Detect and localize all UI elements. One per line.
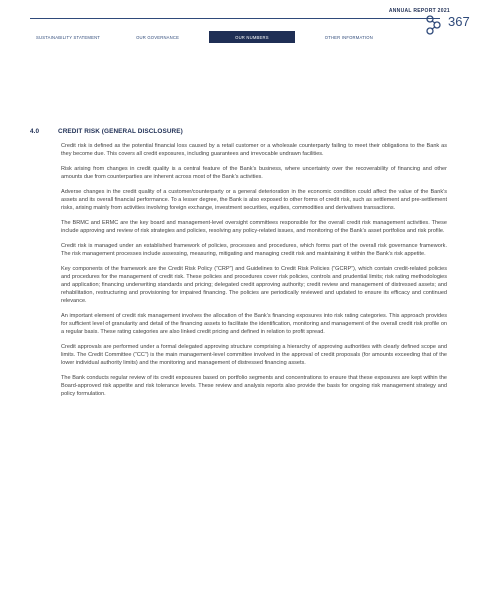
paragraph: Credit risk is managed under an established framework of policies, processes and procedures, which forms part of the overall risk governance framework. The risk management processes include assessing, measuring, mitigating and managing credit risk and maintaining it within the Bank’s risk appetite. — [61, 243, 447, 258]
page-number: 367 — [448, 14, 470, 29]
section-heading — [30, 128, 450, 135]
paragraph: Key components of the framework are the Credit Risk Policy (“CRP”) and Guidelines to Credit Risk Policies (“GCRP”), which contain credit-related policies and procedures for the management of credit risk. These policies and procedures cover risk policies, controls and prudential limits; risk rating methodologies and application; financing underwriting standards and pricing; delegated credit approving authority; credit review and management of distressed assets; and rehabilitation, restructuring and provisioning for impaired financing. The policies are periodically reviewed and updated to ensure its efficacy and continued relevance. — [61, 266, 447, 305]
paragraph: Credit risk is defined as the potential financial loss caused by a retail customer or a wholesale counterparty failing to meet their obligations to the Bank as they become due. This covers all credit exposures, including guarantees and irrevocable undrawn facilities. — [61, 143, 447, 157]
tab-our-numbers[interactable]: OUR NUMBERS — [209, 31, 295, 43]
section-number: 4.0 — [30, 128, 40, 135]
section-nav — [30, 32, 403, 46]
paragraph: Credit approvals are performed under a formal delegated approving structure comprising a hierarchy of approving authorities with clearly defined scope and limits. The Credit Committee (“CC”) is the main management-level committee involved in the approval of credit proposals (for amounts exceeding that of the lower individual authority limits) and the monitoring and management of distressed financing assets. — [61, 344, 447, 367]
paragraph: An important element of credit risk management involves the allocation of the Bank’s financing exposures into risk rating categories. This approach provides for sufficient level of granularity and detail of the financing assets to facilitate the identification, monitoring and management of the overall credit risk profile on a regular basis. These rating categories are also linked credit pricing and defined in relation to profit spread. — [61, 313, 447, 336]
paragraph: Risk arising from changes in credit quality is a central feature of the Bank’s business, where uncertainty over the recoverability of financing and other amounts due from counterparties are inherent across most of the Bank’s activities. — [61, 166, 447, 181]
tab-other-information[interactable]: OTHER INFORMATION — [324, 34, 373, 40]
page-header — [30, 14, 440, 42]
bank-logo-icon — [424, 12, 444, 38]
paragraph: Adverse changes in the credit quality of a customer/counterparty or a general deterioration in the economic condition could affect the value of the Bank’s assets and its overall financial performance. To a lesser degree, the Bank is also exposed to other forms of credit risk, such as settlement and pre-settlement risks, arising mainly from activities involving foreign exchange, investment securities, equities, commodities and derivatives transactions. — [61, 189, 447, 212]
paragraph: The BRMC and ERMC are the key board and management-level oversight committees responsible for the overall credit risk management activities. These include approving and review of risk strategies and policies, resolving any policy-related issues, and monitoring of the Bank’s asset portfolios and risk profile. — [61, 220, 447, 235]
paragraph: The Bank conducts regular review of its credit exposures based on portfolio segments and concentrations to ensure that these exposures are kept within the Board-approved risk appetite and risk tolerance levels. These review and analysis reports also provide the basis for ongoing risk management strategy and policy formulation. — [61, 375, 447, 398]
report-title: ANNUAL REPORT 2021 — [388, 8, 450, 14]
body-text — [61, 143, 447, 406]
section-title: CREDIT RISK (GENERAL DISCLOSURE) — [58, 128, 183, 135]
tab-sustainability-statement[interactable]: SUSTAINABILITY STATEMENT — [36, 34, 101, 40]
tab-our-governance[interactable]: OUR GOVERNANCE — [136, 34, 180, 40]
header-rule — [30, 18, 440, 19]
